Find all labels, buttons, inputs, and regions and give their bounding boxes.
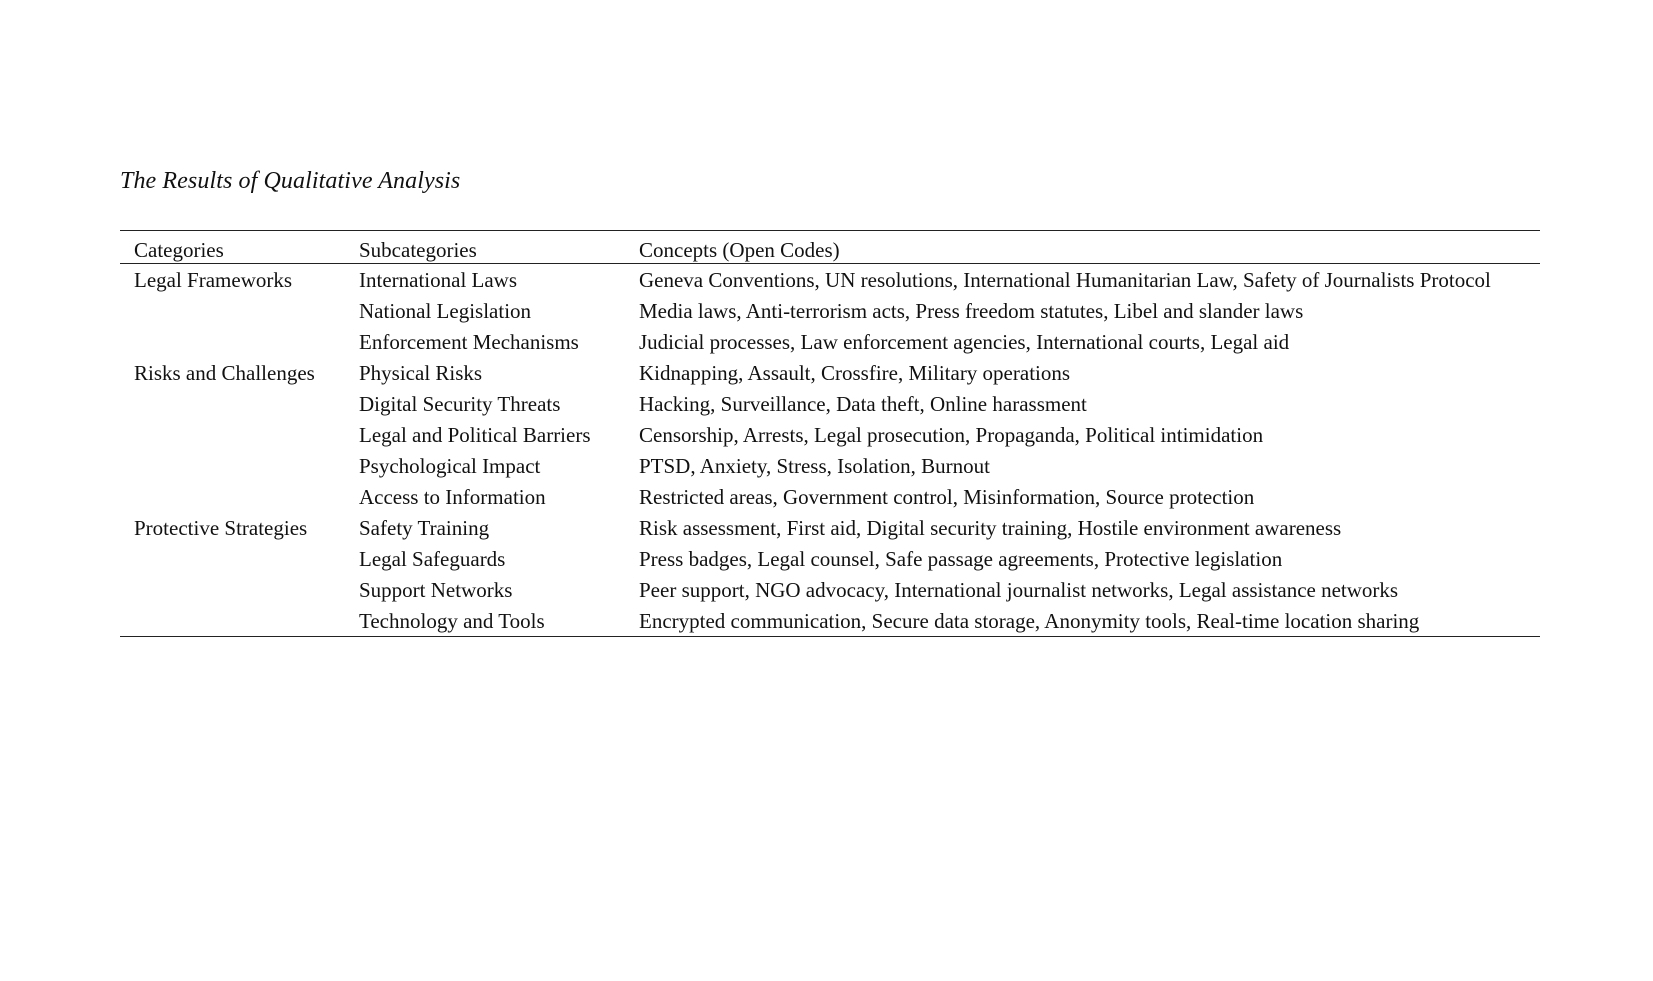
- subcategory-text: Digital Security Threats: [359, 392, 561, 416]
- subcategory-cell: [359, 481, 639, 512]
- subcategory-text: Enforcement Mechanisms: [359, 330, 579, 354]
- table-header: [120, 231, 1540, 264]
- table-caption: The Results of Qualitative Analysis: [120, 168, 461, 194]
- table-row: [120, 605, 1540, 637]
- concepts-cell: [639, 326, 1540, 357]
- concepts-text: Hacking, Surveillance, Data theft, Online harassment: [639, 392, 1087, 416]
- category-cell: [120, 357, 359, 388]
- category-cell: [120, 512, 359, 543]
- subcategory-cell: [359, 419, 639, 450]
- category-cell: [120, 419, 359, 450]
- subcategory-cell: [359, 574, 639, 605]
- subcategory-cell: [359, 295, 639, 326]
- table-row: [120, 543, 1540, 574]
- concepts-text: Censorship, Arrests, Legal prosecution, Propaganda, Political intimidation: [639, 423, 1264, 447]
- subcategory-text: Legal and Political Barriers: [359, 423, 591, 447]
- concepts-cell: [639, 574, 1540, 605]
- concepts-cell: [639, 450, 1540, 481]
- subcategory-cell: [359, 357, 639, 388]
- concepts-text: Encrypted communication, Secure data storage, Anonymity tools, Real-time location sharing: [639, 609, 1420, 633]
- concepts-text: Risk assessment, First aid, Digital security training, Hostile environment awareness: [639, 516, 1342, 540]
- category-cell: [120, 543, 359, 574]
- table-body: [120, 264, 1540, 637]
- header-row: [120, 231, 1540, 264]
- subcategory-text: Physical Risks: [359, 361, 483, 385]
- subcategory-cell: [359, 264, 639, 296]
- concepts-cell: [639, 605, 1540, 637]
- subcategory-cell: [359, 605, 639, 637]
- concepts-text: Judicial processes, Law enforcement agencies, International courts, Legal aid: [639, 330, 1290, 354]
- category-text: Risks and Challenges: [134, 361, 315, 385]
- concepts-cell: [639, 264, 1540, 296]
- header-subcategories: Subcategories: [359, 238, 477, 262]
- header-concepts: Concepts (Open Codes): [639, 238, 840, 262]
- table-row: [120, 388, 1540, 419]
- subcategory-cell: [359, 512, 639, 543]
- concepts-cell: [639, 481, 1540, 512]
- concepts-cell: [639, 543, 1540, 574]
- concepts-cell: [639, 512, 1540, 543]
- concepts-cell: [639, 419, 1540, 450]
- subcategory-text: International Laws: [359, 268, 518, 292]
- concepts-text: Kidnapping, Assault, Crossfire, Military operations: [639, 361, 1071, 385]
- table-row: [120, 326, 1540, 357]
- table-row: [120, 264, 1540, 296]
- category-cell: [120, 450, 359, 481]
- category-cell: [120, 605, 359, 637]
- concepts-cell: [639, 388, 1540, 419]
- subcategory-text: Access to Information: [359, 485, 546, 509]
- table-row: [120, 574, 1540, 605]
- category-cell: [120, 481, 359, 512]
- table-row: [120, 481, 1540, 512]
- subcategory-text: Support Networks: [359, 578, 513, 602]
- subcategory-cell: [359, 450, 639, 481]
- category-cell: [120, 574, 359, 605]
- category-cell: [120, 388, 359, 419]
- category-text: Legal Frameworks: [134, 268, 293, 292]
- concepts-text: Restricted areas, Government control, Misinformation, Source protection: [639, 485, 1255, 509]
- concepts-cell: [639, 295, 1540, 326]
- concepts-text: Press badges, Legal counsel, Safe passage agreements, Protective legislation: [639, 547, 1283, 571]
- table-row: [120, 357, 1540, 388]
- concepts-text: Media laws, Anti-terrorism acts, Press freedom statutes, Libel and slander laws: [639, 299, 1304, 323]
- table-row: [120, 419, 1540, 450]
- subcategory-cell: [359, 543, 639, 574]
- subcategory-text: National Legislation: [359, 299, 532, 323]
- subcategory-cell: [359, 326, 639, 357]
- table-row: [120, 295, 1540, 326]
- results-table: [120, 230, 1540, 637]
- table-row: [120, 512, 1540, 543]
- concepts-text: Geneva Conventions, UN resolutions, International Humanitarian Law, Safety of Journalists Protocol: [639, 268, 1491, 292]
- subcategory-text: Technology and Tools: [359, 609, 545, 633]
- subcategory-text: Safety Training: [359, 516, 490, 540]
- subcategory-text: Legal Safeguards: [359, 547, 506, 571]
- concepts-cell: [639, 357, 1540, 388]
- subcategory-cell: [359, 388, 639, 419]
- concepts-text: PTSD, Anxiety, Stress, Isolation, Burnout: [639, 454, 990, 478]
- table-row: [120, 450, 1540, 481]
- category-cell: [120, 326, 359, 357]
- concepts-text: Peer support, NGO advocacy, International journalist networks, Legal assistance networks: [639, 578, 1399, 602]
- category-cell: [120, 295, 359, 326]
- category-cell: [120, 264, 359, 296]
- subcategory-text: Psychological Impact: [359, 454, 541, 478]
- header-categories: Categories: [134, 238, 224, 262]
- category-text: Protective Strategies: [134, 516, 308, 540]
